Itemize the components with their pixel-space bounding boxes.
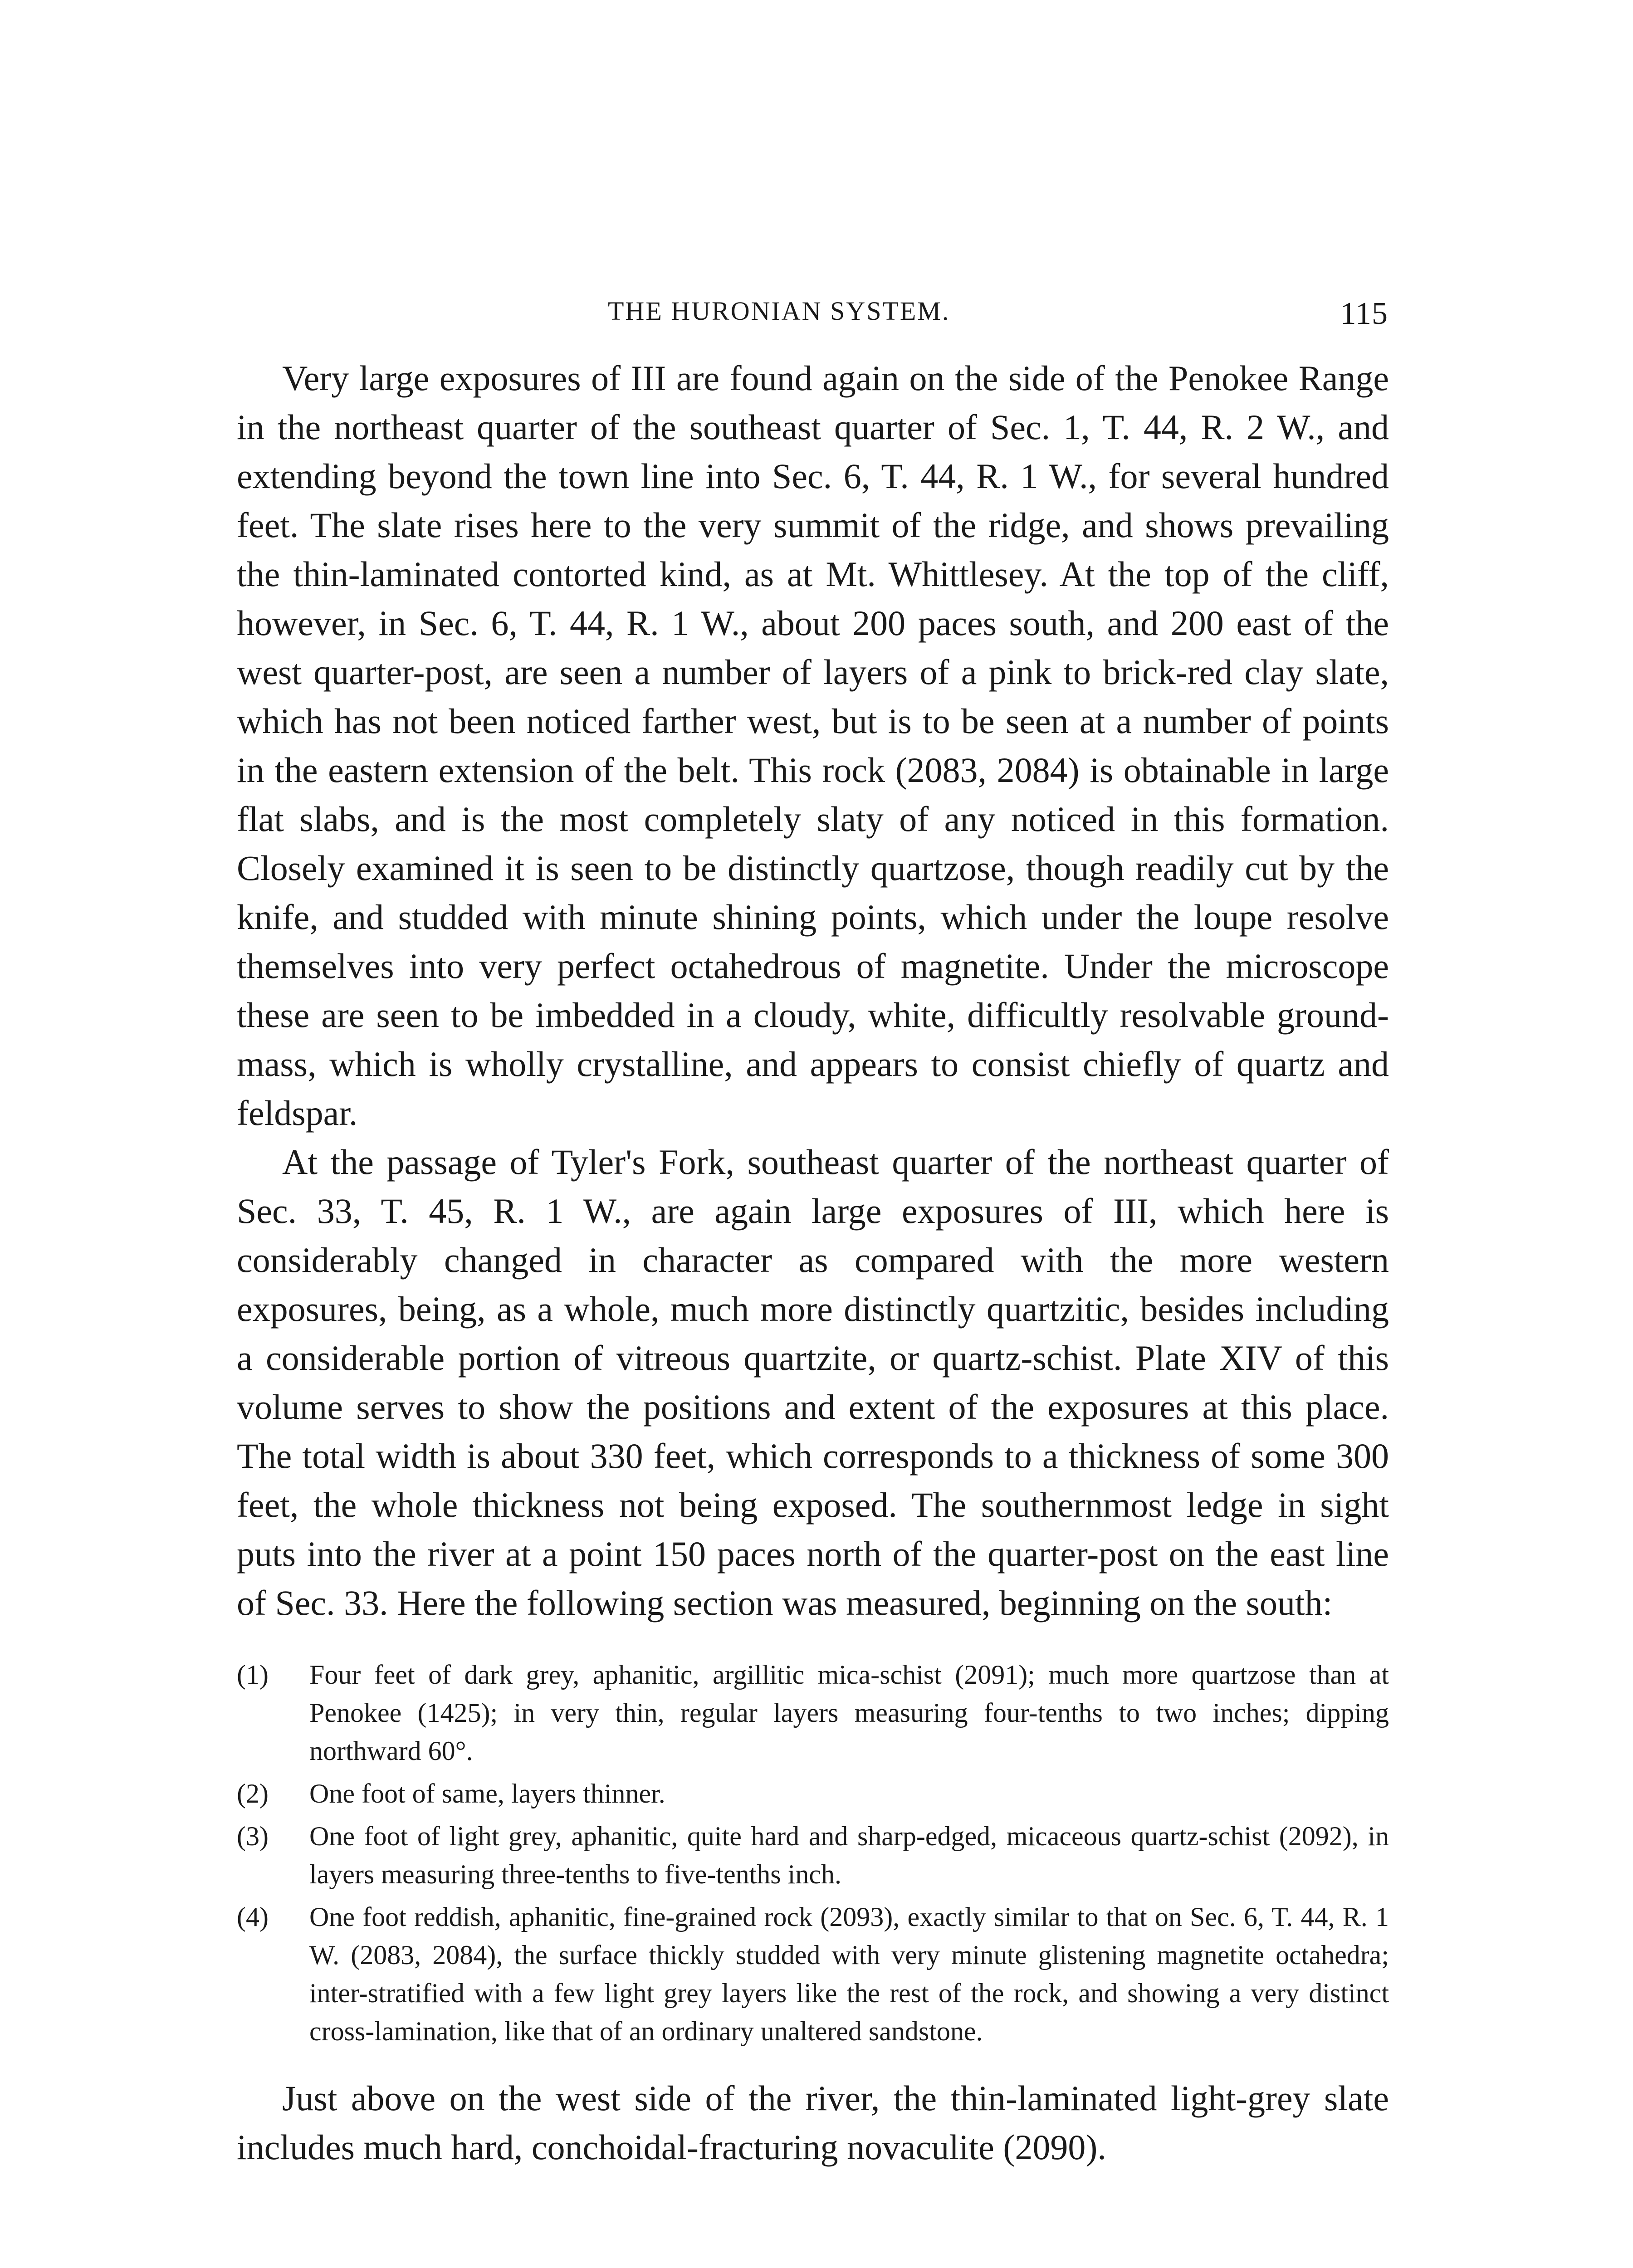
section-item-number: (1) <box>237 1660 269 1690</box>
section-item-text: One foot of light grey, aphanitic, quite hard and sharp-edged, micaceous quartz-schist (2092), in layers measuring three-tenths to five-tenths inch. <box>309 1821 1389 1889</box>
page-header <box>608 296 1388 341</box>
section-item-number: (4) <box>237 1902 269 1932</box>
section-item <box>237 1817 1389 1893</box>
section-item-number: (2) <box>237 1779 269 1809</box>
section-item-text: Four feet of dark grey, aphanitic, argillitic mica-schist (2091); much more quartzose than at Penokee (1425); in very thin, regular layers measuring four-tenths to two inches; dipping northward 60°. <box>309 1660 1389 1766</box>
paragraph-exposures-penokee: Very large exposures of III are found again on the side of the Penokee Range in the northeast quarter of the southeast quarter of Sec. 1, T. 44, R. 2 W., and extending beyond the town line into Sec. 6, T. 44, R. 1 W., for several hundred feet. The slate rises here to the very summit of the ridge, and shows prevailing the thin-laminated contorted kind, as at Mt. Whittlesey. At the top of the cliff, however, in Sec. 6, T. 44, R. 1 W., about 200 paces south, and 200 east of the west quarter-post, are seen a number of layers of a pink to brick-red clay slate, which has not been noticed farther west, but is to be seen at a number of points in the eastern extension of the belt. This rock (2083, 2084) is obtainable in large flat slabs, and is the most completely slaty of any noticed in this formation. Closely examined it is seen to be distinctly quartzose, though readily cut by the knife, and studded with minute shining points, which under the loupe resolve themselves into very perfect octahedrous of magnetite. Under the microscope these are seen to be imbedded in a cloudy, white, difficultly resolvable ground-mass, which is wholly crystalline, and appears to consist chiefly of quartz and feldspar. <box>237 358 1389 1133</box>
section-item <box>237 1656 1389 1770</box>
section-item <box>237 1774 1389 1813</box>
running-head: THE HURONIAN SYSTEM. <box>608 296 950 326</box>
measured-section-list <box>237 1656 1389 2050</box>
page-number: 115 <box>1340 296 1388 331</box>
body-text <box>237 354 1389 2172</box>
section-item-text: One foot reddish, aphanitic, fine-grained rock (2093), exactly similar to that on Sec. 6, T. 44, R. 1 W. (2083, 2084), the surface thickly studded with very minute glistening magnetite octahedra; inter-stratified with a few light grey layers like the rest of the rock, and showing a very distinct cross-lamination, like that of an ordinary unaltered sandstone. <box>309 1902 1389 2046</box>
paragraph-novaculite: Just above on the west side of the river, the thin-laminated light-grey slate includes much hard, conchoidal-fracturing novaculite (2090). <box>237 2078 1389 2167</box>
section-item-text: One foot of same, layers thinner. <box>309 1779 665 1809</box>
section-item-number: (3) <box>237 1821 269 1851</box>
paragraph-tylers-fork: At the passage of Tyler's Fork, southeast quarter of the northeast quarter of Sec. 33, T. 45, R. 1 W., are again large exposures of III, which here is considerably changed in character as compared with the more western exposures, being, as a whole, much more distinctly quartzitic, besides including a considerable portion of vitreous quartzite, or quartz-schist. Plate XIV of this volume serves to show the positions and extent of the exposures at this place. The total width is about 330 feet, which corresponds to a thickness of some 300 feet, the whole thickness not being exposed. The southernmost ledge in sight puts into the river at a point 150 paces north of the quarter-post on the east line of Sec. 33. Here the following section was measured, beginning on the south: <box>237 1142 1389 1623</box>
section-item <box>237 1898 1389 2050</box>
